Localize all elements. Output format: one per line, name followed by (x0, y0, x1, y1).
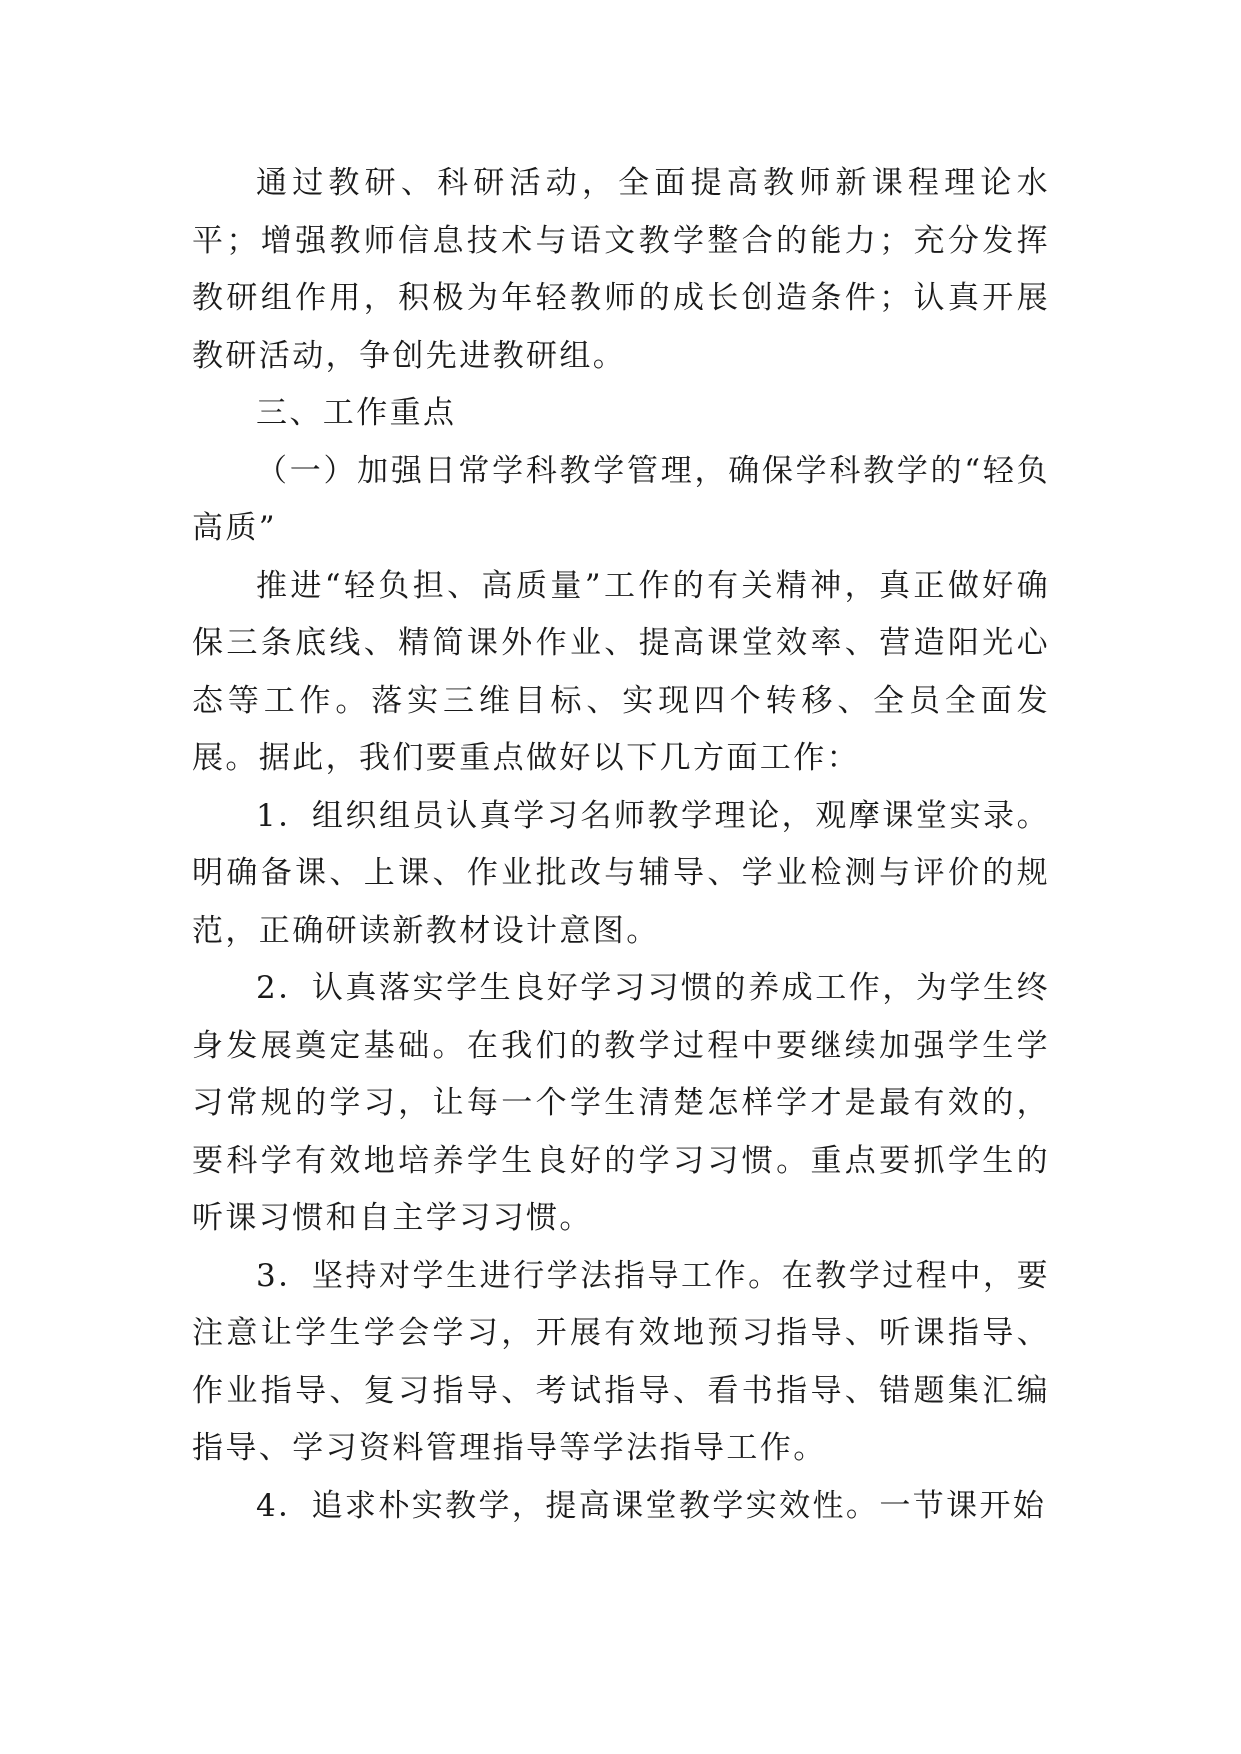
paragraph-goals: 通过教研、科研活动，全面提高教师新课程理论水平；增强教师信息技术与语文教学整合的能力；充分发挥教研组作用，积极为年轻教师的成长创造条件；认真开展教研活动，争创先进教研组。 (192, 165, 1050, 374)
list-item-1: 1．组织组员认真学习名师教学理论，观摩课堂实录。明确备课、上课、作业批改与辅导、学业检测与评价的规范，正确研读新教材设计意图。 (192, 797, 1050, 949)
list-item-2: 2．认真落实学生良好学习习惯的养成工作，为学生终身发展奠定基础。在我们的教学过程中要继续加强学生学习常规的学习，让每一个学生清楚怎样学才是最有效的，要科学有效地培养学生良好的学习习惯。重点要抓学生的听课习惯和自主学习习惯。 (192, 970, 1050, 1236)
section-heading-work-focus: 三、工作重点 (256, 395, 457, 431)
list-item-4: 4．追求朴实教学，提高课堂教学实效性。一节课开始 (256, 1487, 1047, 1524)
list-item-3: 3．坚持对学生进行学法指导工作。在教学过程中，要注意让学生学会学习，开展有效地预习指导、听课指导、作业指导、复习指导、考试指导、看书指导、错题集汇编指导、学习资料管理指导等学法指导工作。 (192, 1257, 1050, 1466)
paragraph-light-burden: 推进“轻负担、高质量”工作的有关精神，真正做好确保三条底线、精简课外作业、提高课堂效率、营造阳光心态等工作。落实三维目标、实现四个转移、全员全面发展。据此，我们要重点做好以下几方面工作： (192, 567, 1050, 776)
document-body (192, 155, 1050, 1535)
subsection-heading-1: （一）加强日常学科教学管理，确保学科教学的“轻负高质” (192, 452, 1050, 546)
